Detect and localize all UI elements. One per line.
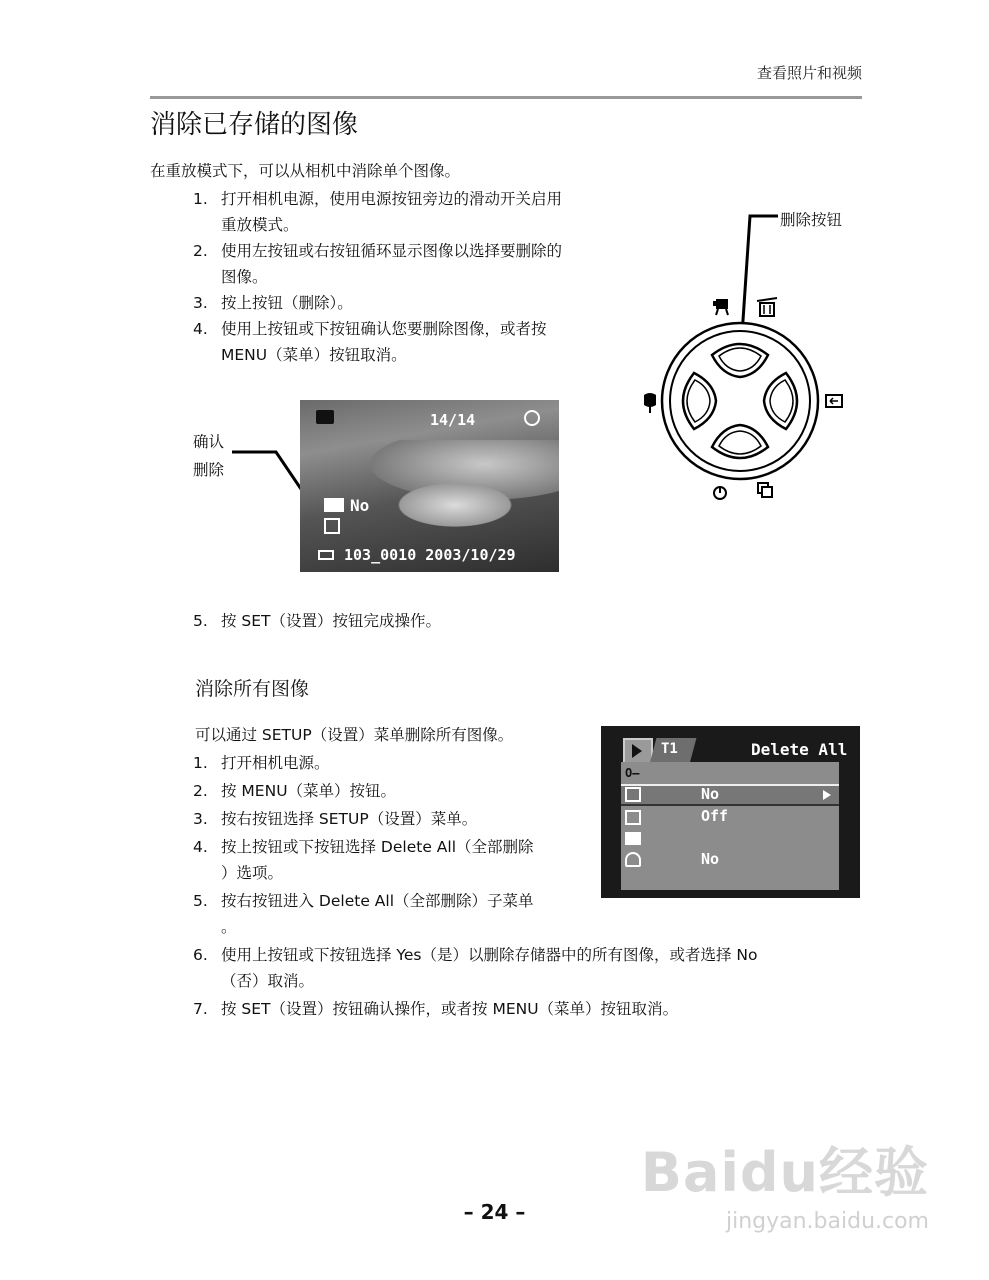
- step-line: ）选项。: [221, 864, 284, 882]
- key-icon: O–: [625, 766, 640, 780]
- step-number: 2.: [193, 782, 208, 800]
- confirm-label-line: 确认: [193, 433, 225, 451]
- delete-confirm-icon: [324, 498, 344, 512]
- watermark-brand: Baidu经验: [640, 1141, 929, 1204]
- step-line: 打开相机电源。: [221, 754, 330, 772]
- confirm-label-line: 删除: [193, 461, 225, 479]
- watermark-url: jingyan.baidu.com: [725, 1209, 929, 1234]
- self-timer-icon: [714, 487, 726, 499]
- confirm-option: No: [350, 496, 370, 515]
- step-number: 1.: [193, 190, 208, 208]
- step-number: 2.: [193, 242, 208, 260]
- control-dial-diagram: [630, 205, 870, 505]
- menu-panel: [621, 762, 839, 890]
- step-line: 使用上按钮或下按钮选择 Yes（是）以删除存储器中的所有图像，或者选择 No: [221, 946, 758, 964]
- step-number: 5.: [193, 612, 208, 630]
- steps-list-1: [193, 186, 641, 368]
- settings-icon: [524, 410, 540, 426]
- lcd-setup-menu: [601, 726, 860, 898]
- lcd-trash-icon: [324, 518, 340, 534]
- setup-tools-icon: T1: [661, 741, 678, 757]
- menu-value: Off: [701, 807, 729, 825]
- section-subtitle: 消除所有图像: [195, 678, 310, 700]
- lcd-playback-screen: [300, 400, 559, 572]
- step-number: 7.: [193, 1000, 208, 1018]
- step-line: 按右按钮进入 Delete All（全部删除）子菜单: [221, 892, 534, 910]
- review-icon: [826, 395, 842, 407]
- step-line: （否）取消。: [221, 972, 315, 990]
- step-line: 使用左按钮或右按钮循环显示图像以选择要删除的: [221, 242, 563, 260]
- step-line: 使用上按钮或下按钮确认您要删除图像，或者按: [221, 320, 547, 338]
- step-number: 4.: [193, 320, 208, 338]
- step-line: 。: [221, 918, 237, 936]
- list-item: [193, 942, 881, 996]
- menu-value: No: [701, 850, 720, 868]
- page-title: 消除已存储的图像: [150, 110, 359, 140]
- burst-icon: [758, 483, 772, 497]
- list-item: [193, 316, 641, 368]
- delete-button-label: 删除按钮: [780, 211, 843, 229]
- intro-text-2: 可以通过 SETUP（设置）菜单删除所有图像。: [195, 726, 514, 744]
- step-line: 按 MENU（菜单）按钮。: [221, 782, 397, 800]
- step-line: 按上按钮或下按钮选择 Delete All（全部删除: [221, 838, 534, 856]
- tab-playback[interactable]: [623, 738, 653, 764]
- step-line: 按 SET（设置）按钮完成操作。: [221, 612, 442, 630]
- step-line: 按上按钮（删除）。: [221, 294, 353, 312]
- macro-icon: [644, 393, 656, 413]
- header-rule: [150, 96, 862, 99]
- image-counter: 14/14: [430, 411, 476, 429]
- menu-value: No: [701, 785, 720, 803]
- list-item: [193, 238, 641, 290]
- delete-all-icon: [625, 787, 641, 802]
- step-number: 3.: [193, 294, 208, 312]
- camera-icon: [316, 410, 334, 424]
- list-item: [193, 996, 881, 1024]
- step-number: 5.: [193, 892, 208, 910]
- movie-icon: [713, 299, 728, 315]
- protect-icon: [625, 852, 641, 867]
- step-line: 按右按钮选择 SETUP（设置）菜单。: [221, 810, 478, 828]
- confirm-delete-label: [193, 428, 224, 484]
- step-number: 4.: [193, 838, 208, 856]
- trash-icon: [757, 298, 777, 316]
- step-number: 1.: [193, 754, 208, 772]
- list-item: [193, 186, 641, 238]
- list-item: [193, 290, 641, 316]
- step-number: 3.: [193, 810, 208, 828]
- play-icon: [632, 744, 642, 758]
- arrow-right-icon: [823, 790, 831, 800]
- step-line: 重放模式。: [221, 216, 299, 234]
- print-icon: [625, 832, 641, 845]
- step-number: 6.: [193, 946, 208, 964]
- step-line: MENU（菜单）按钮取消。: [221, 346, 407, 364]
- section-header: 查看照片和视频: [756, 64, 862, 82]
- step-line: 按 SET（设置）按钮确认操作，或者按 MENU（菜单）按钮取消。: [221, 1000, 679, 1018]
- step-line: 图像。: [221, 268, 268, 286]
- step-5: [193, 608, 721, 634]
- battery-icon: [318, 550, 334, 560]
- file-info: 103_0010 2003/10/29: [344, 546, 516, 564]
- intro-text: 在重放模式下，可以从相机中消除单个图像。: [150, 162, 461, 180]
- menu-heading: Delete All: [751, 740, 848, 759]
- page-number: – 24 –: [463, 1200, 526, 1224]
- menu-row-selected[interactable]: [621, 784, 839, 806]
- format-icon: [625, 810, 641, 825]
- step-line: 打开相机电源，使用电源按钮旁边的滑动开关启用: [221, 190, 563, 208]
